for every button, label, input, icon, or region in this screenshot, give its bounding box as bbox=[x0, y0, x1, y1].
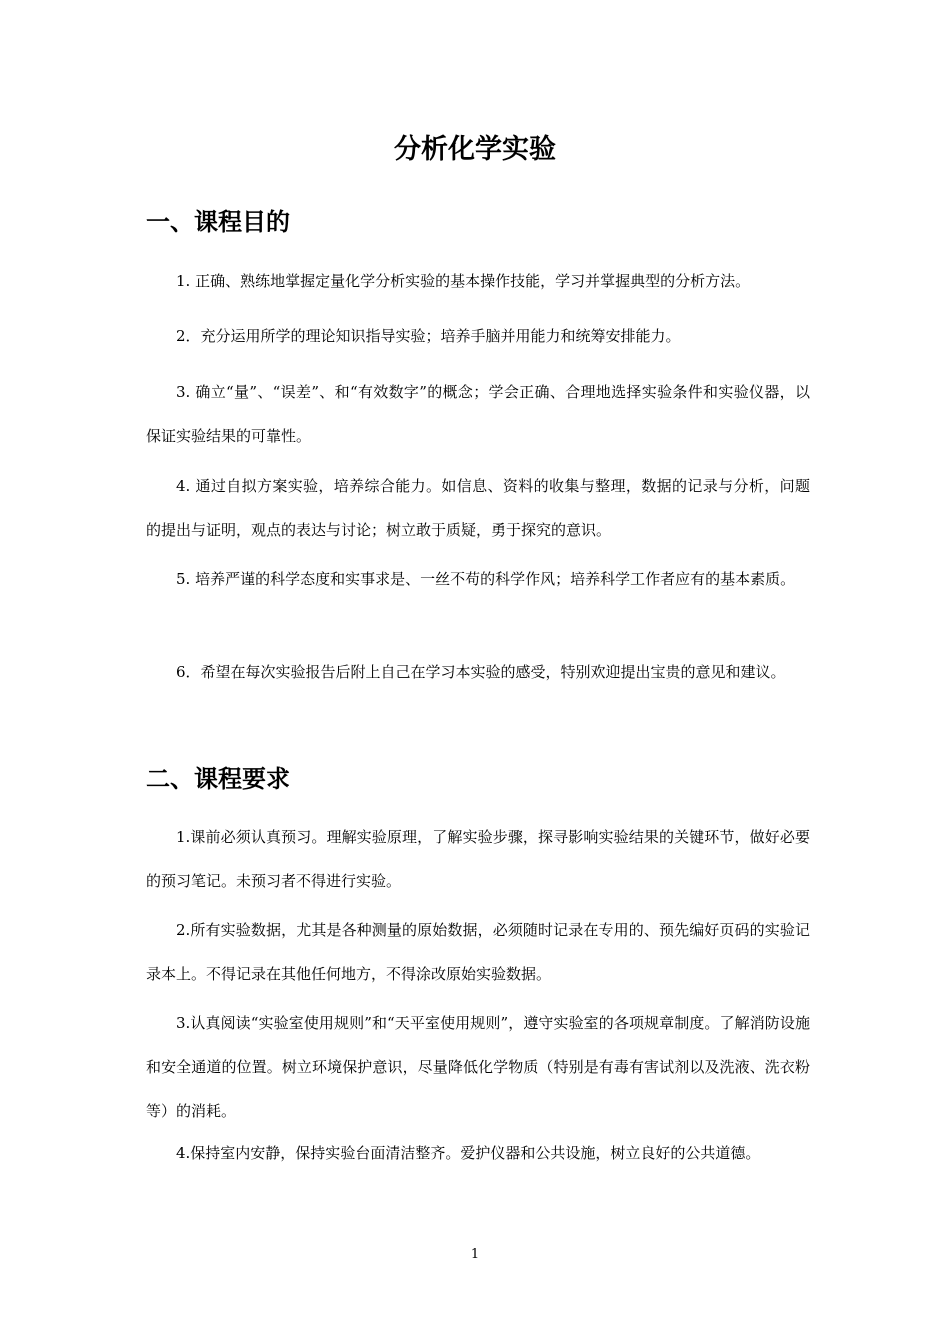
requirement-paragraph-2: 2.所有实验数据，尤其是各种测量的原始数据，必须随时记录在专用的、预先编好页码的实验记录本上。不得记录在其他任何地方，不得涂改原始实验数据。 bbox=[146, 921, 810, 983]
objective-paragraph-2: 2．充分运用所学的理论知识指导实验；培养手脑并用能力和统筹安排能力。 bbox=[176, 327, 681, 345]
objective-paragraph-5: 5. 培养严谨的科学态度和实事求是、一丝不苟的科学作风；培养科学工作者应有的基本素质。 bbox=[176, 570, 796, 588]
section-heading-course-requirements: 二、课程要求 bbox=[146, 765, 290, 793]
requirement-paragraph-3: 3.认真阅读“实验室使用规则”和“天平室使用规则”，遵守实验室的各项规章制度。了解消防设施和安全通道的位置。树立环境保护意识，尽量降低化学物质（特别是有毒有害试剂以及洗液、洗衣粉等）的消耗。 bbox=[146, 1014, 810, 1120]
requirement-paragraph-4: 4.保持室内安静，保持实验台面清洁整齐。爱护仪器和公共设施，树立良好的公共道德。 bbox=[176, 1144, 761, 1162]
page-number: 1 bbox=[470, 1247, 480, 1262]
objective-paragraph-6: 6．希望在每次实验报告后附上自己在学习本实验的感受，特别欢迎提出宝贵的意见和建议。 bbox=[176, 663, 786, 681]
section-heading-course-objectives: 一、课程目的 bbox=[146, 208, 290, 236]
document-title: 分析化学实验 bbox=[394, 134, 556, 165]
objective-paragraph-4: 4. 通过自拟方案实验，培养综合能力。如信息、资料的收集与整理，数据的记录与分析，问题的提出与证明，观点的表达与讨论；树立敢于质疑，勇于探究的意识。 bbox=[146, 477, 810, 539]
requirement-paragraph-1: 1.课前必须认真预习。理解实验原理，了解实验步骤，探寻影响实验结果的关键环节，做好必要的预习笔记。未预习者不得进行实验。 bbox=[146, 828, 810, 890]
objective-paragraph-1: 1. 正确、熟练地掌握定量化学分析实验的基本操作技能，学习并掌握典型的分析方法。 bbox=[176, 272, 751, 290]
objective-paragraph-3: 3. 确立“量”、“误差”、和“有效数字”的概念；学会正确、合理地选择实验条件和实验仪器，以保证实验结果的可靠性。 bbox=[146, 383, 810, 445]
